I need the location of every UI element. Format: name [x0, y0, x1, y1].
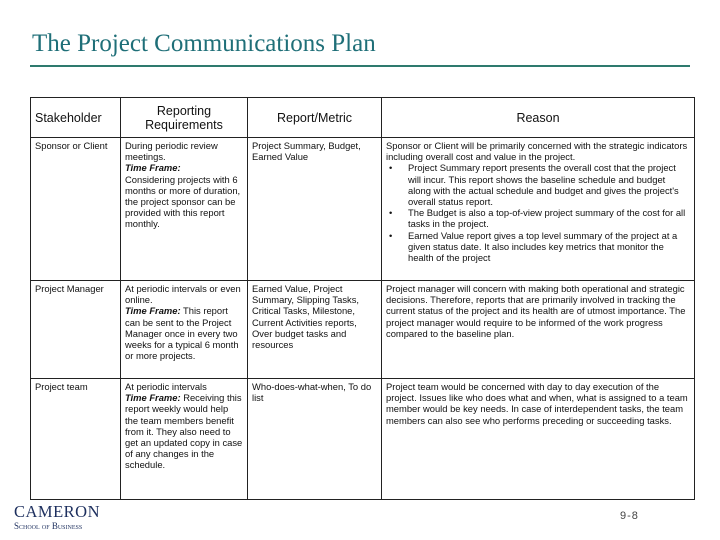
reason-lead: Sponsor or Client will be primarily concerned with the strategic indicators including overall cost and value in the project.	[386, 140, 688, 163]
cameron-logo	[14, 503, 104, 531]
cell-reason: Project manager will concern with making both operational and strategic decisions. Therefore, reports that are primarily involved in tracking the current status of the project and its health are of utmost importance. The project manager would require to be informed of the work progress compared to the baseline plan.	[382, 281, 695, 379]
list-item: • Project Summary report presents the overall cost that the project will incur. This report shows the baseline schedule and budget along with the actual schedule and budget and gives the project's overall status report.	[386, 162, 690, 207]
table-row-project-manager	[31, 281, 695, 379]
req-detail: Considering projects with 6 months or more of duration, the project sponsor can be provided with this report monthly.	[125, 173, 241, 230]
logo-wordmark: CAMERON	[14, 502, 101, 521]
title-divider	[30, 65, 690, 67]
list-item: • Earned Value report gives a top level summary of the project at a given status date. It also includes key metrics that monitor the health of the project	[386, 230, 690, 264]
req-detail: This report can be sent to the Project Manager once in every two weeks for a typical 6 month or more projects.	[125, 305, 239, 362]
table-row-project-team	[31, 379, 695, 500]
cell-reporting-requirements	[121, 138, 248, 281]
cell-report-metric: Earned Value, Project Summary, Slipping Tasks, Critical Tasks, Milestone, Current Activities reports, Over budget tasks and resources	[248, 281, 382, 379]
cell-stakeholder: Project Manager	[31, 281, 121, 379]
timeframe-label: Time Frame:	[125, 305, 181, 317]
cell-report-metric: Who-does-what-when, To do list	[248, 379, 382, 500]
header-stakeholder: Stakeholder	[31, 98, 121, 138]
page-number: 9-8	[620, 510, 639, 522]
logo-subtitle: School of Business	[14, 521, 83, 531]
reason-bullets	[386, 162, 690, 263]
cell-stakeholder: Project team	[31, 379, 121, 500]
list-item: • The Budget is also a top-of-view project summary of the cost for all tasks in the project.	[386, 207, 690, 229]
cell-reporting-requirements	[121, 379, 248, 500]
cell-reporting-requirements	[121, 281, 248, 379]
req-lead: At periodic intervals	[125, 381, 207, 392]
cell-report-metric: Project Summary, Budget, Earned Value	[248, 138, 382, 281]
cell-reason: Project team would be concerned with day to day execution of the project. Issues like who does what and when, what is assigned to a team member would be key needs. In case of interdependent tasks, the team members can also see who performs preceding or succeeding tasks.	[382, 379, 695, 500]
cell-stakeholder: Sponsor or Client	[31, 138, 121, 281]
communications-plan-table	[30, 97, 695, 500]
header-reason: Reason	[382, 98, 695, 138]
req-lead: At periodic intervals or even online.	[125, 283, 241, 306]
header-row	[31, 98, 695, 138]
timeframe-label: Time Frame:	[125, 392, 181, 404]
cell-reason	[382, 138, 695, 281]
header-reporting-requirements: Reporting Requirements	[121, 98, 248, 138]
table-row-sponsor	[31, 138, 695, 281]
timeframe-label: Time Frame:	[125, 162, 181, 174]
req-detail: Receiving this report weekly would help the team members benefit from it. They also need to get an updated copy in case of any changes in the schedule.	[125, 392, 243, 471]
req-lead: During periodic review meetings.	[125, 140, 218, 163]
header-report-metric: Report/Metric	[248, 98, 382, 138]
slide-title: The Project Communications Plan	[32, 30, 376, 57]
